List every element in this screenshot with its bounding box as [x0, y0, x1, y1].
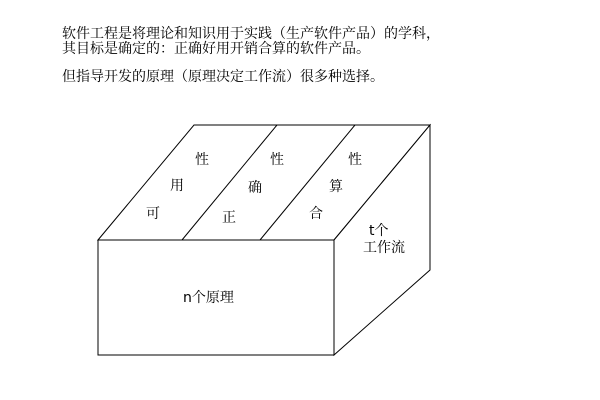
- side-label-count: t个: [369, 223, 389, 239]
- side-label-workflow: 工作流: [363, 240, 405, 256]
- strip-1-char-1: 可: [146, 206, 160, 222]
- description-line-2: 其目标是确定的：正确好用开销合算的软件产品。: [62, 41, 370, 57]
- strip-2-char-3: 性: [270, 152, 284, 168]
- front-label-principles: n个原理: [183, 290, 234, 306]
- description-line-3: 但指导开发的原理（原理决定工作流）很多种选择。: [62, 69, 384, 85]
- strip-1-char-2: 用: [170, 178, 184, 194]
- description-line-1: 软件工程是将理论和知识用于实践（生产软件产品）的学科，: [62, 26, 440, 42]
- strip-3-char-1: 合: [309, 206, 323, 222]
- strip-1-char-3: 性: [195, 152, 209, 168]
- strip-3-char-3: 性: [348, 152, 362, 168]
- strip-3-char-2: 算: [329, 179, 343, 195]
- strip-2-char-1: 正: [222, 210, 236, 226]
- strip-2-char-2: 确: [248, 180, 262, 196]
